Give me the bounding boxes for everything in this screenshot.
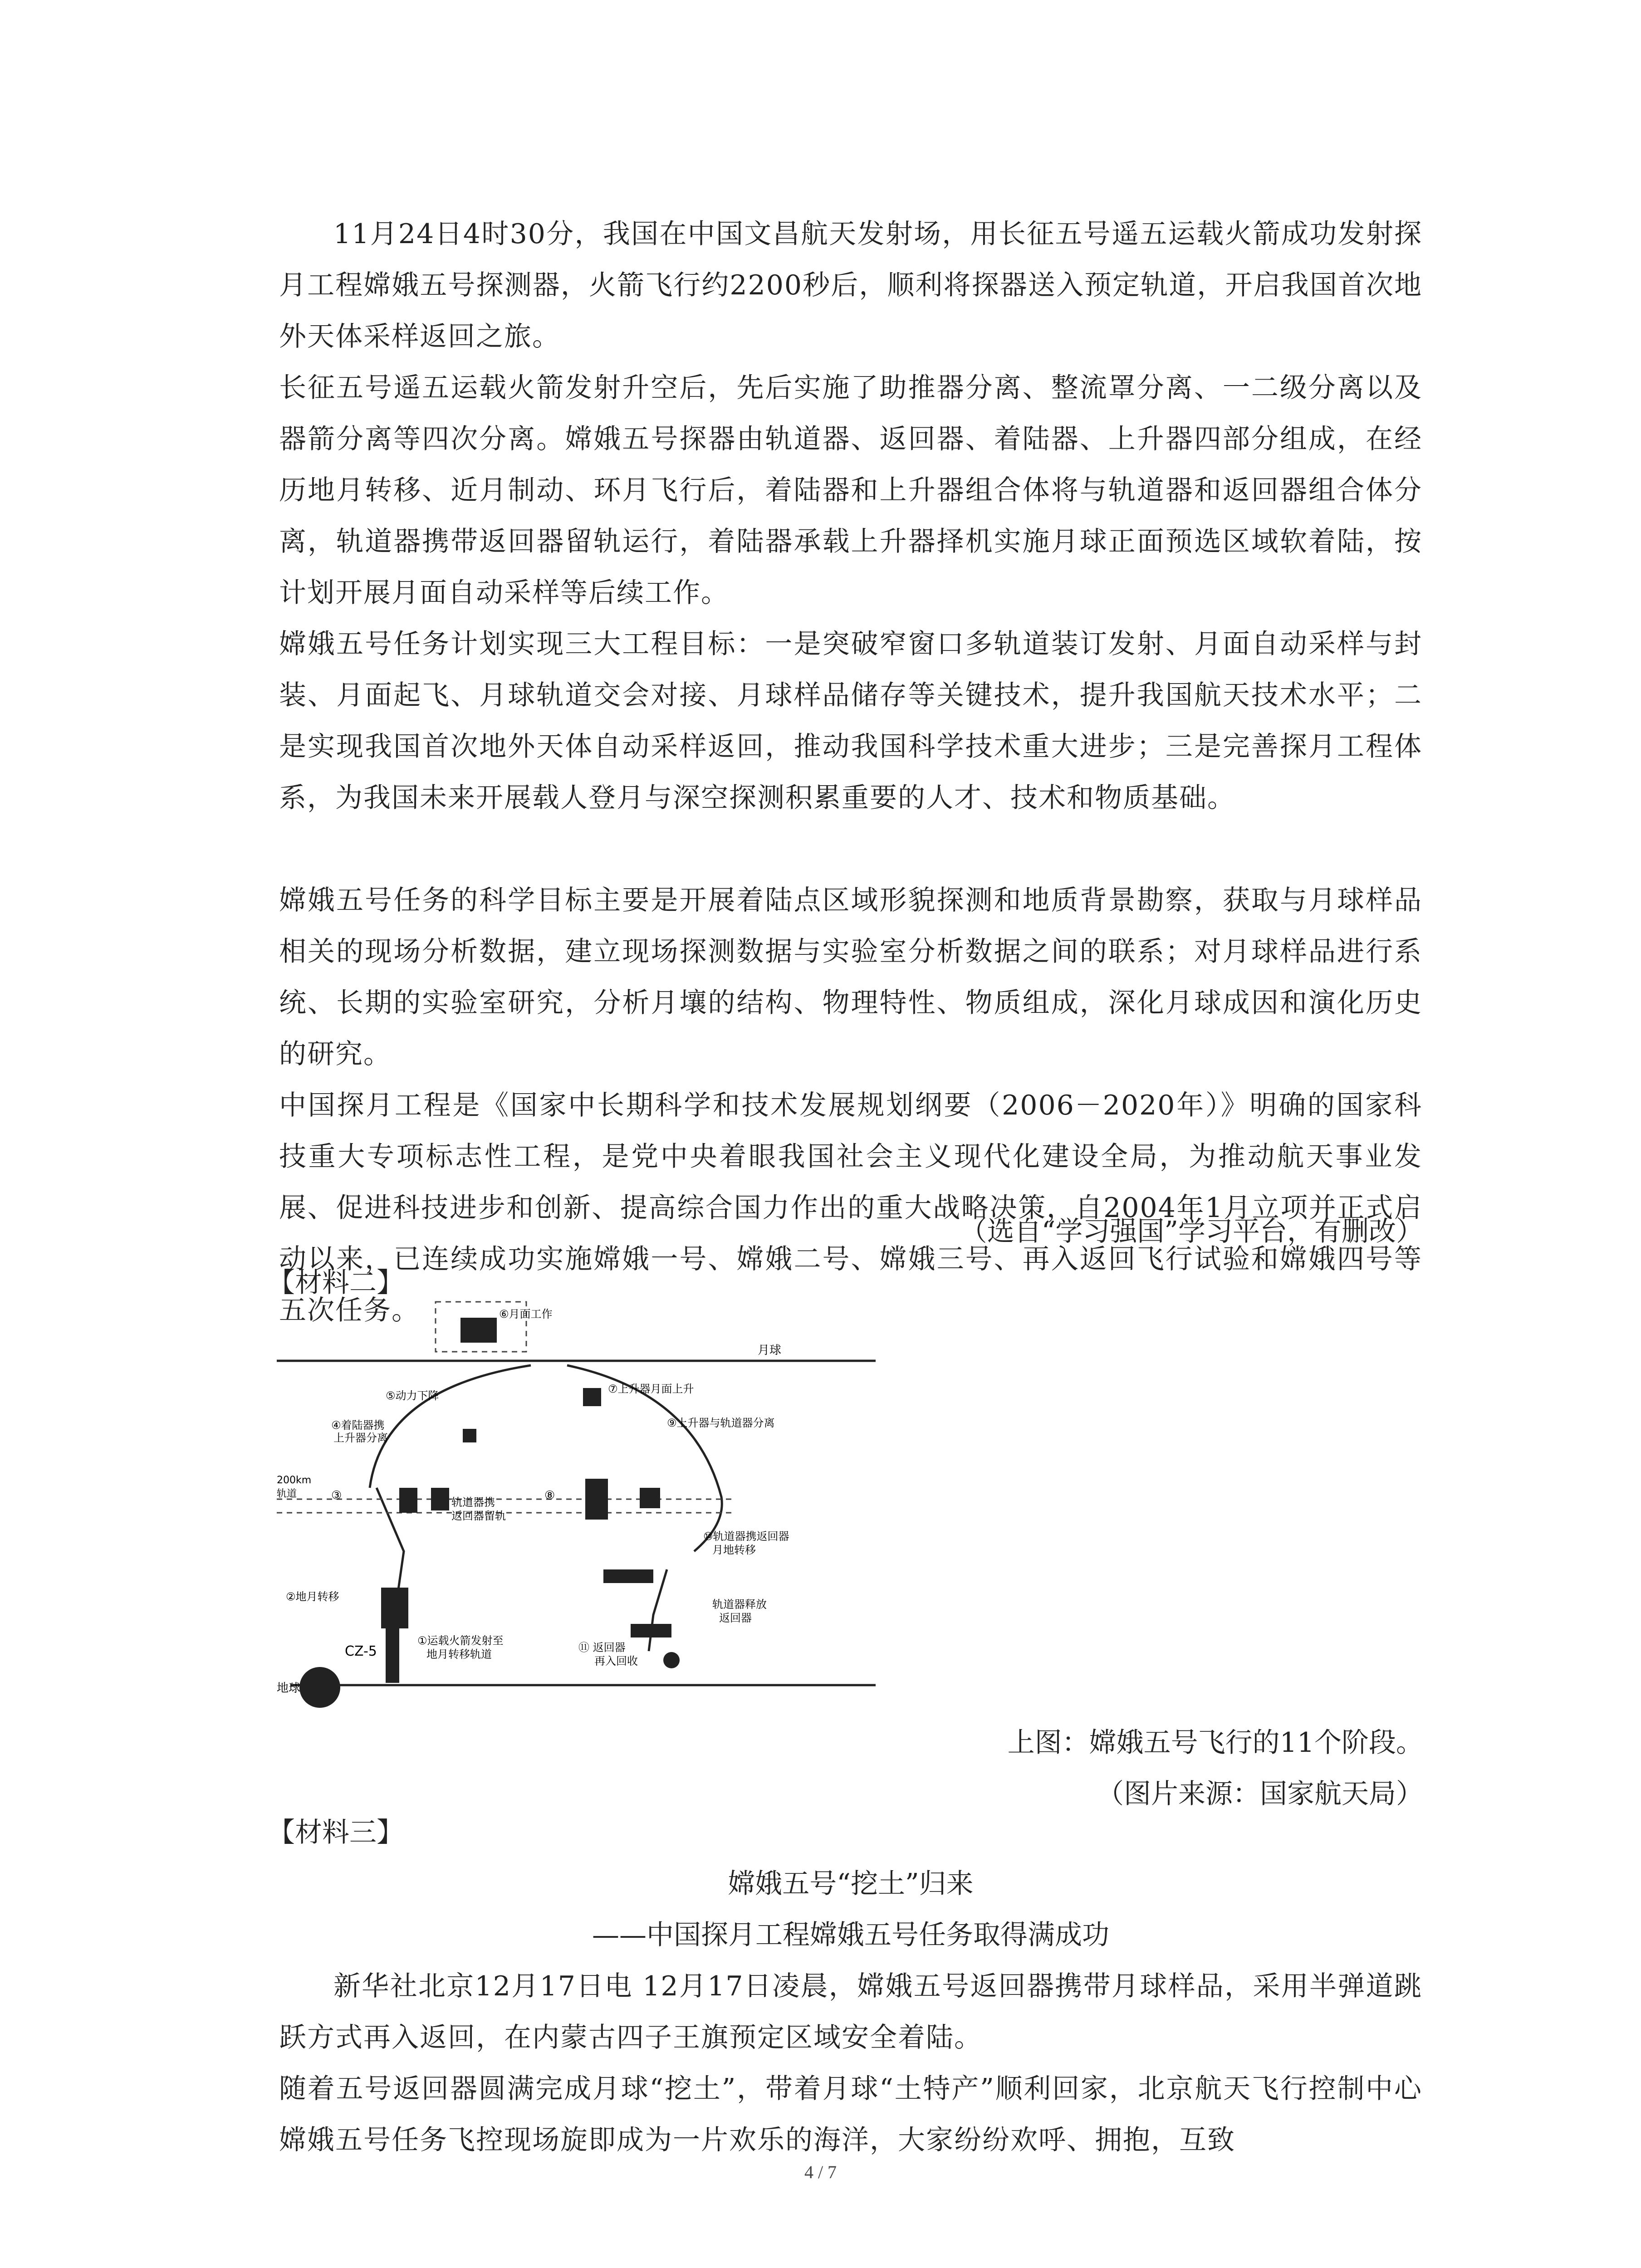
ascender-icon [585,1479,608,1520]
m3-paragraph-2: 随着五号返回器圆满完成月球“挖土”，带着月球“土特产”顺利回家，北京航天飞行控制中心嫦娥五号任务飞控现场旋即成为一片欢乐的海洋，大家纷纷欢呼、拥抱，互致 [279,2073,1422,2156]
cz5-rocket-icon [386,1624,399,1683]
stage-4-label-line2: 上升器分离 [333,1432,388,1444]
separation-icon [640,1488,660,1508]
stage-6-label: ⑥月面工作 [499,1308,553,1320]
m3-paragraph-1: 新华社北京12月17日电 12月17日凌晨，嫦娥五号返回器携带月球样品，采用半弹道跳跃方式再入返回，在内蒙古四子王旗预定区域安全着陆。 [279,1970,1422,2053]
stage-5-label: ⑤动力下降 [386,1389,439,1402]
stage-1-label-line1: ①运载火箭发射至 [417,1634,504,1647]
m1-paragraph-2: 长征五号遥五运载火箭发射升空后，先后实施了助推器分离、整流罩分离、一二级分离以及器箭分离等四次分离。嫦娥五号探器由轨道器、返回器、着陆器、上升器四部分组成，在经历地月转移、近月制动、环月飞行后，着陆器和上升器组合体将与轨道器和返回器组合体分离，轨道器携带返回器留轨运行，着陆器承载上升器择机实施月球正面预选区域软着陆，按计划开展月面自动采样等后续工作。 [279,372,1422,609]
earth-label: 地球 [277,1681,301,1695]
orbiter-stays-line1: 轨道器携 [451,1496,495,1509]
stage-1-label-line2: 地月转移轨道 [426,1648,492,1661]
stage-4-label-line1: ④着陆器携 [331,1419,385,1432]
material3-label: 【材料三】 [268,1817,404,1848]
article-subtitle: ——中国探月工程嫦娥五号任务取得满成功 [592,1919,1109,1951]
stage-7-label: ⑦上升器月面上升 [608,1383,694,1395]
page-number: 4 / 7 [804,2162,837,2182]
stage-11-label-line2: 再入回收 [594,1655,638,1667]
flight-stages-diagram [277,1297,876,1724]
stage-8-label: ⑧ [544,1489,555,1502]
m1-paragraph-4: 嫦娥五号任务的科学目标主要是开展着陆点区域形貌探测和地质背景勘察，获取与月球样品相关的现场分析数据，建立现场探测数据与实验室分析数据之间的联系；对月球样品进行系统、长期的实验室研究，分析月壤的结构、物理特性、物质组成，深化月球成因和演化历史的研究。 [279,885,1422,1070]
stage-3-label: ③ [331,1489,342,1502]
earth-moon-transfer-icon [381,1588,408,1628]
release-label-line1: 轨道器释放 [712,1598,767,1611]
stage-2-label: ②地月转移 [286,1590,339,1603]
material2-label: 【材料二】 [268,1267,404,1299]
returner-capsule-icon [663,1652,680,1668]
m1-paragraph-5: 中国探月工程是《国家中长期科学和技术发展规划纲要（2006－2020年）》明确的国家科技重大专项标志性工程，是党中央着眼我国社会主义现代化建设全局，为推动航天事业发展、促进科技进步和创新、提高综合国力作出的重大战略决策，自2004年1月立项并正式启动以来，已连续成功实施嫦娥一号、嫦娥二号、嫦娥三号、再入返回飞行试验和嫦娥四号等五次任务。 [279,1090,1422,1326]
moon-label: 月球 [758,1344,782,1357]
orbiter-icon [431,1488,449,1510]
m1-paragraph-3: 嫦娥五号任务计划实现三大工程目标：一是突破窄窗口多轨道装订发射、月面自动采样与封装、月面起飞、月球轨道交会对接、月球样品储存等关键技术，提升我国航天技术水平；二是实现我国首次地外天体自动采样返回，推动我国科学技术重大进步；三是完善探月工程体系，为我国未来开展载人登月与深空探测积累重要的人才、技术和物质基础。 [279,628,1422,814]
lunar-ascent-icon [583,1388,601,1406]
stage-10-label-line2: 月地转移 [712,1544,756,1556]
orbit-label-line2: 轨道 [277,1488,297,1500]
m1-source: （选自“学习强国”学习平台，有删改） [960,1216,1423,1247]
figure-caption: 上图：嫦娥五号飞行的11个阶段。 [1007,1727,1423,1759]
powered-descent-icon [463,1429,476,1442]
stage-9-label: ⑨上升器与轨道器分离 [667,1417,775,1429]
release-label-line2: 返回器 [719,1612,752,1624]
earth-icon [299,1667,340,1708]
rocket-label: CZ-5 [345,1643,377,1659]
article-title: 嫦娥五号“挖土”归来 [728,1868,974,1900]
stage-11-label-line1: ⑪ 返回器 [578,1641,626,1654]
m1-paragraph-1: 11月24日4时30分，我国在中国文昌航天发射场，用长征五号遥五运载火箭成功发射探月工程嫦娥五号探测器，火箭飞行约2200秒后，顺利将探器送入预定轨道，开启我国首次地外天体采样返回之旅。 [279,218,1422,352]
stage-10-label-line1: ⑩轨道器携返回器 [703,1530,789,1543]
orbiter-stays-line2: 返回器留轨 [451,1510,506,1522]
release-returner-icon [631,1624,671,1637]
orbit-label-line1: 200km [277,1475,312,1486]
lander-separation-icon [399,1488,417,1513]
lander-on-moon-icon [460,1318,497,1343]
orbiter-return-icon [603,1569,653,1583]
figure-credit: （图片来源：国家航天局） [1097,1778,1423,1810]
